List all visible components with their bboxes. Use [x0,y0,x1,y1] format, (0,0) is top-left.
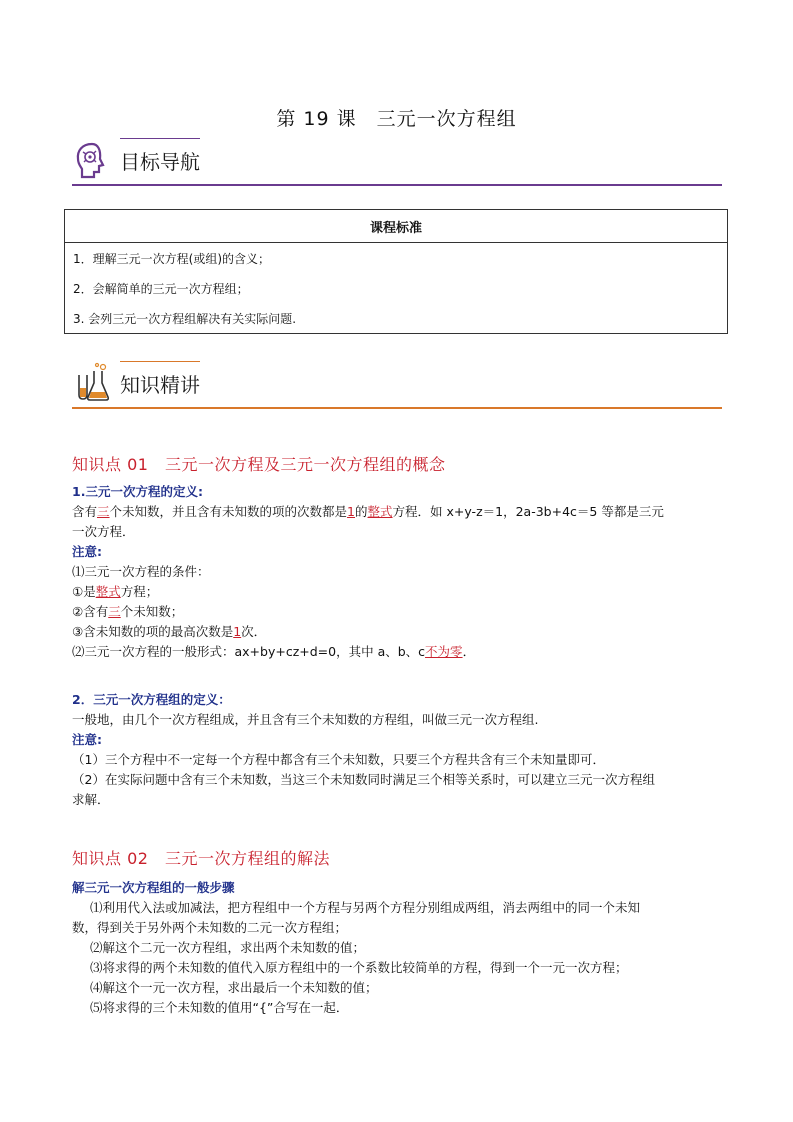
condition-item: ①是整式方程； [72,584,159,599]
section-top-rule [120,138,200,139]
course-standards-table [64,209,728,334]
section-bottom-rule [72,184,722,186]
definition-text: 一般地，由几个一次方程组成，并且含有三个未知数的方程组，叫做三元一次方程组. [72,712,539,727]
step-item: ⑵解这个二元一次方程组，求出两个未知数的值； [90,940,366,955]
definition-heading: 1.三元一次方程的定义: [72,484,203,499]
note-item-cont: 求解． [72,792,110,807]
note-heading: 注意: [72,732,102,747]
knowledge-point-2-title: 知识点 02 三元一次方程组的解法 [72,849,330,868]
table-row: 2．会解简单的三元一次方程组； [73,281,249,296]
page-title: 第 19 课 三元一次方程组 [276,108,517,130]
step-item-cont: 数，得到关于另外两个未知数的二元一次方程组； [72,920,348,935]
note-item: （2）在实际问题中含有三个未知数，当这三个未知数同时满足三个相等关系时，可以建立三元一次方程组 [72,772,655,787]
note-heading: 注意: [72,544,102,559]
definition-text: 含有三个未知数，并且含有未知数的项的次数都是1的整式方程．如 x+y-z＝1，2a-3b+4c＝5 等都是三元 [72,504,664,519]
knowledge-section-header [72,361,722,409]
table-header: 课程标准 [65,210,728,243]
brain-head-icon [72,138,112,182]
step-item: ⑶将求得的两个未知数的值代入原方程组中的一个系数比较简单的方程，得到一个一元一次方程； [90,960,628,975]
kp1-content [72,482,722,662]
definition-heading: 2．三元一次方程组的定义： [72,692,231,707]
table-row: 1．理解三元一次方程(或组)的含义； [73,251,270,266]
goal-section-header [72,138,722,186]
kp2-content [72,878,722,1018]
definition-text-cont: 一次方程． [72,524,135,539]
note-item: ⑴三元一次方程的条件： [72,564,210,579]
knowledge-section-title: 知识精讲 [120,373,200,397]
kp1-def2 [72,690,722,810]
step-item: ⑴利用代入法或加减法，把方程组中一个方程与另两个方程分别组成两组，消去两组中的同一个未知 [90,900,641,915]
section-bottom-rule [72,407,722,409]
step-item: ⑸将求得的三个未知数的值用“{”合写在一起． [90,1000,349,1015]
note-item: ⑵三元一次方程的一般形式：ax+by+cz+d=0，其中 a、b、c不为零． [72,644,476,659]
knowledge-point-1-title: 知识点 01 三元一次方程及三元一次方程组的概念 [72,455,446,474]
steps-heading: 解三元一次方程组的一般步骤 [72,880,235,895]
goal-section-title: 目标导航 [120,150,200,174]
condition-item: ③含未知数的项的最高次数是1次． [72,624,267,639]
step-item: ⑷解这个一元一次方程，求出最后一个未知数的值； [90,980,378,995]
table-row: 3. 会列三元一次方程组解决有关实际问题. [73,311,297,326]
condition-item: ②含有三个未知数； [72,604,184,619]
note-item: （1）三个方程中不一定每一个方程中都含有三个未知数，只要三个方程共含有三个未知量即可． [72,752,605,767]
section-top-rule [120,361,200,362]
flask-icon [72,361,112,405]
